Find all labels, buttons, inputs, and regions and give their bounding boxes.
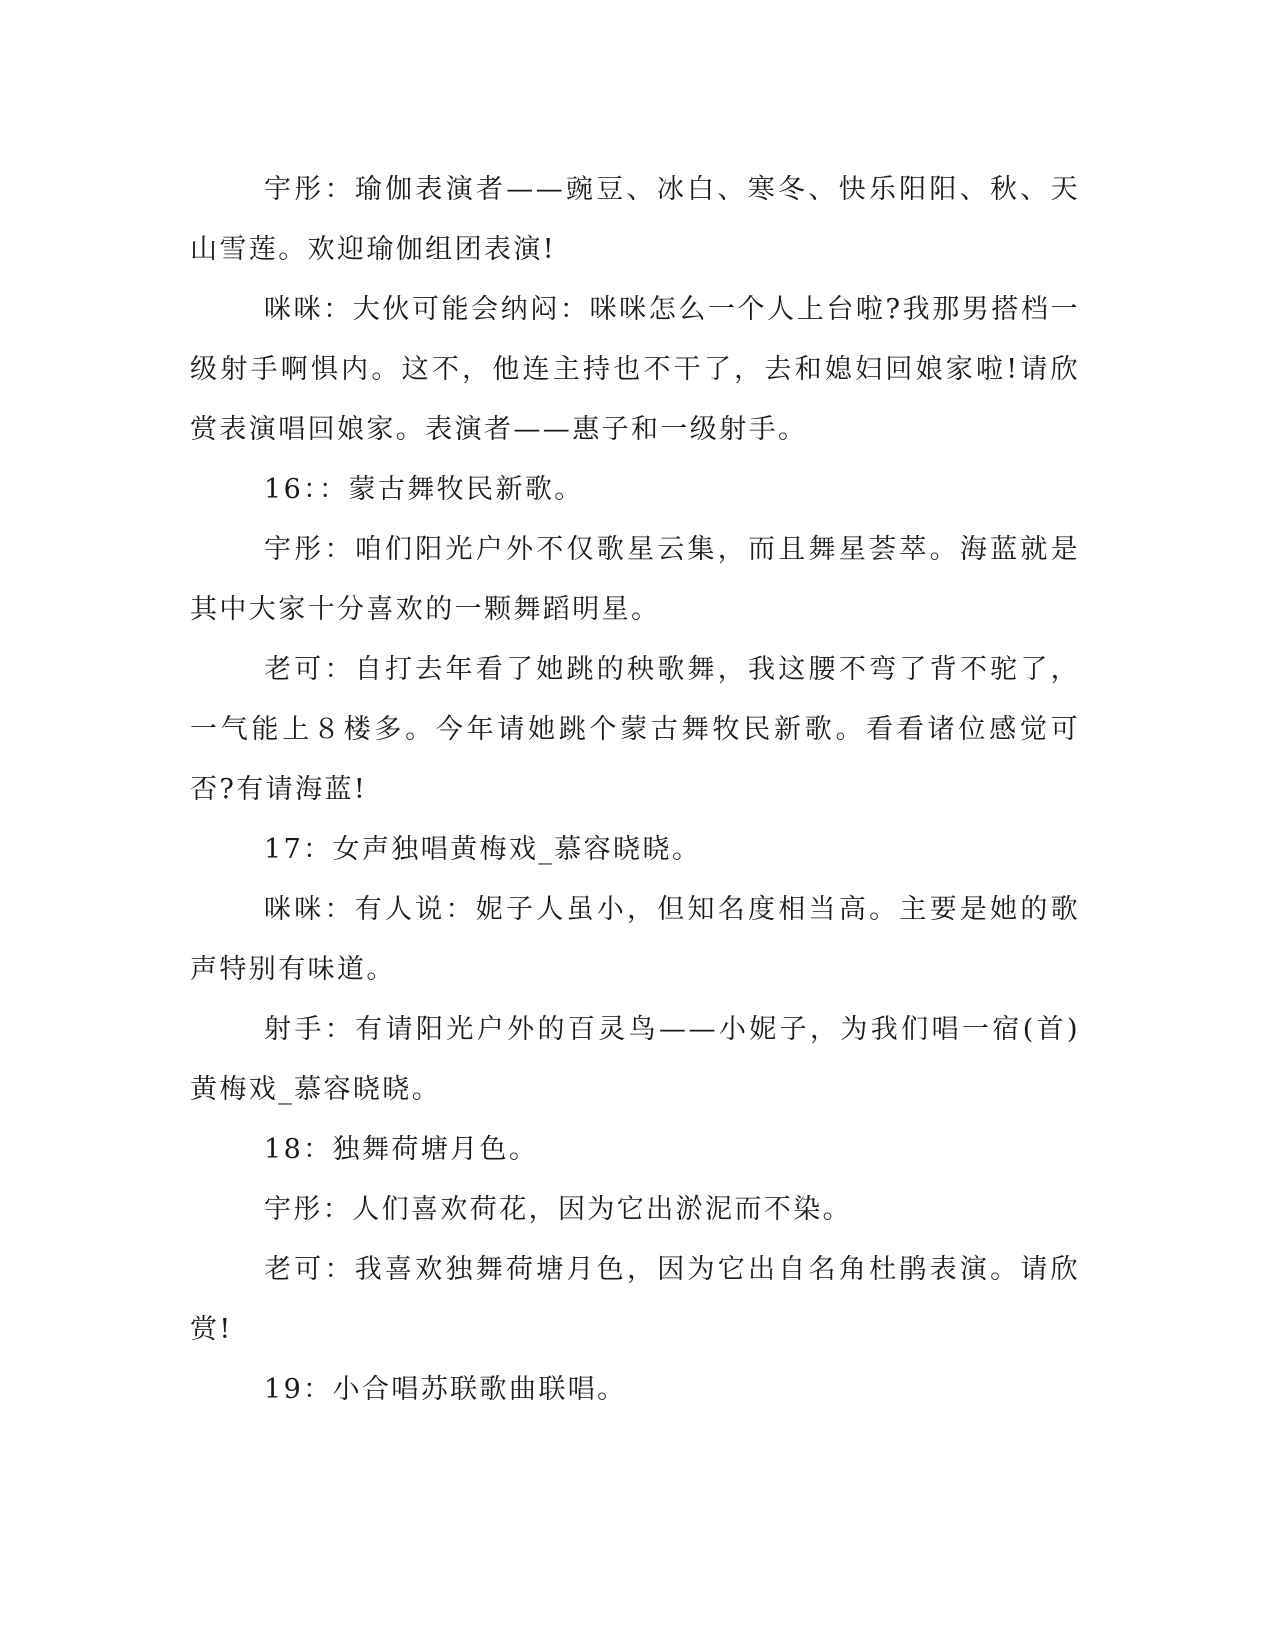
document-body (190, 160, 1080, 1420)
paragraph: 宇彤：咱们阳光户外不仅歌星云集，而且舞星荟萃。海蓝就是其中大家十分喜欢的一颗舞蹈明星。 (190, 534, 1080, 625)
paragraph: 老可：我喜欢独舞荷塘月色，因为它出自名角杜鹃表演。请欣赏! (190, 1254, 1080, 1345)
paragraph: 18：独舞荷塘月色。 (264, 1134, 539, 1165)
paragraph: 宇彤：人们喜欢荷花，因为它出淤泥而不染。 (264, 1194, 852, 1225)
paragraph: 老可：自打去年看了她跳的秧歌舞，我这腰不弯了背不驼了，一气能上８楼多。今年请她跳个蒙古舞牧民新歌。看看诸位感觉可否?有请海蓝! (190, 654, 1080, 805)
paragraph: 咪咪：有人说：妮子人虽小，但知名度相当高。主要是她的歌声特别有味道。 (190, 894, 1080, 985)
paragraph: 17：女声独唱黄梅戏_慕容晓晓。 (264, 834, 702, 865)
paragraph: 宇彤：瑜伽表演者——豌豆、冰白、寒冬、快乐阳阳、秋、天山雪莲。欢迎瑜伽组团表演! (190, 174, 1080, 265)
paragraph: 16：：蒙古舞牧民新歌。 (264, 474, 584, 505)
paragraph: 19：小合唱苏联歌曲联唱。 (264, 1374, 627, 1405)
paragraph: 射手：有请阳光户外的百灵鸟——小妮子，为我们唱一宿(首)黄梅戏_慕容晓晓。 (190, 1014, 1080, 1105)
paragraph: 咪咪：大伙可能会纳闷：咪咪怎么一个人上台啦?我那男搭档一级射手啊惧内。这不，他连主持也不干了，去和媳妇回娘家啦!请欣赏表演唱回娘家。表演者——惠子和一级射手。 (190, 294, 1080, 445)
